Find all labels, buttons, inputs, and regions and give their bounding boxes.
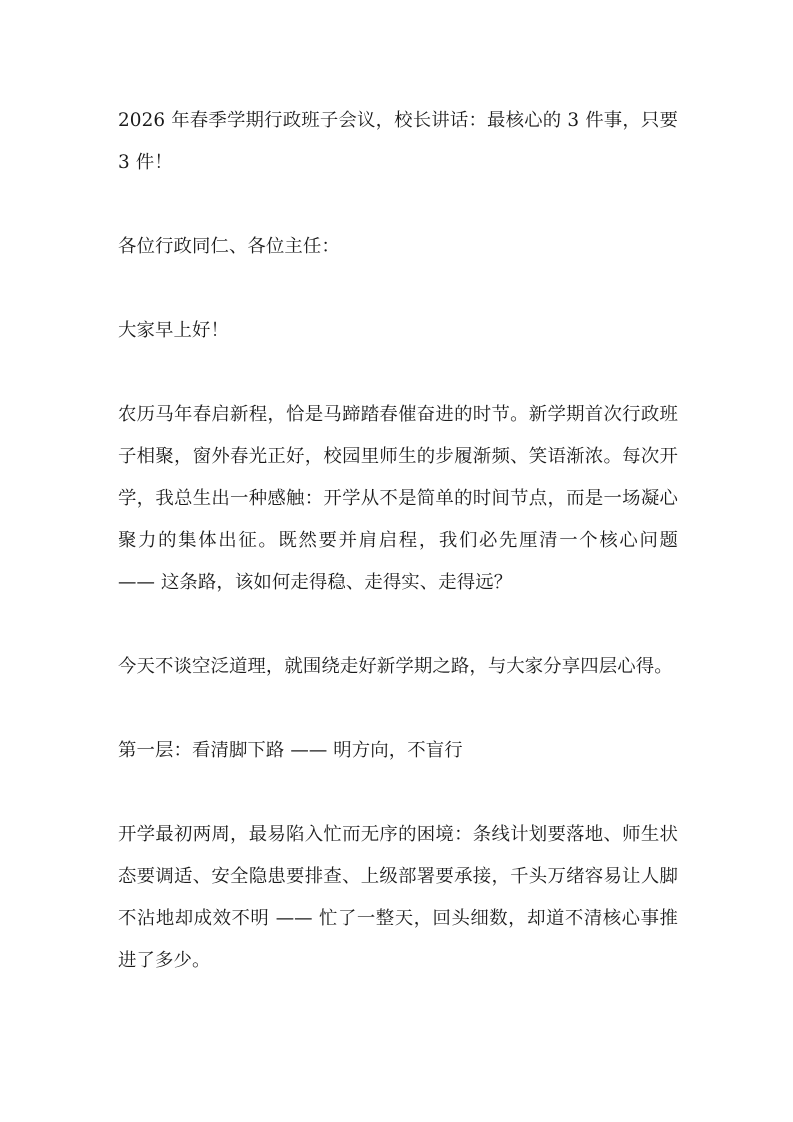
salutation: 各位行政同仁、各位主任：	[118, 236, 340, 257]
section-1-paragraph: 开学最初两周，最易陷入忙而无序的困境：条线计划要落地、师生状态要调适、安全隐患要排查、上级部署要承接，千头万绪容易让人脚不沾地却成效不明 —— 忙了一整天，回头细数，却道不清核心事推进了多少。	[118, 824, 678, 971]
section-heading-1: 第一层：看清脚下路 —— 明方向，不盲行	[118, 740, 463, 761]
document-page	[118, 100, 678, 1024]
opening-paragraph: 农历马年春启新程，恰是马蹄踏春催奋进的时节。新学期首次行政班子相聚，窗外春光正好，校园里师生的步履渐频、笑语渐浓。每次开学，我总生出一种感触：开学从不是简单的时间节点，而是一场凝心聚力的集体出征。既然要并肩启程，我们必先厘清一个核心问题 —— 这条路，该如何走得稳、走得实、走得远？	[118, 404, 678, 593]
greeting: 大家早上好！	[118, 320, 229, 341]
document-title: 2026 年春季学期行政班子会议，校长讲话：最核心的 3 件事，只要 3 件！	[118, 110, 678, 173]
intro-paragraph: 今天不谈空泛道理，就围绕走好新学期之路，与大家分享四层心得。	[118, 656, 673, 677]
